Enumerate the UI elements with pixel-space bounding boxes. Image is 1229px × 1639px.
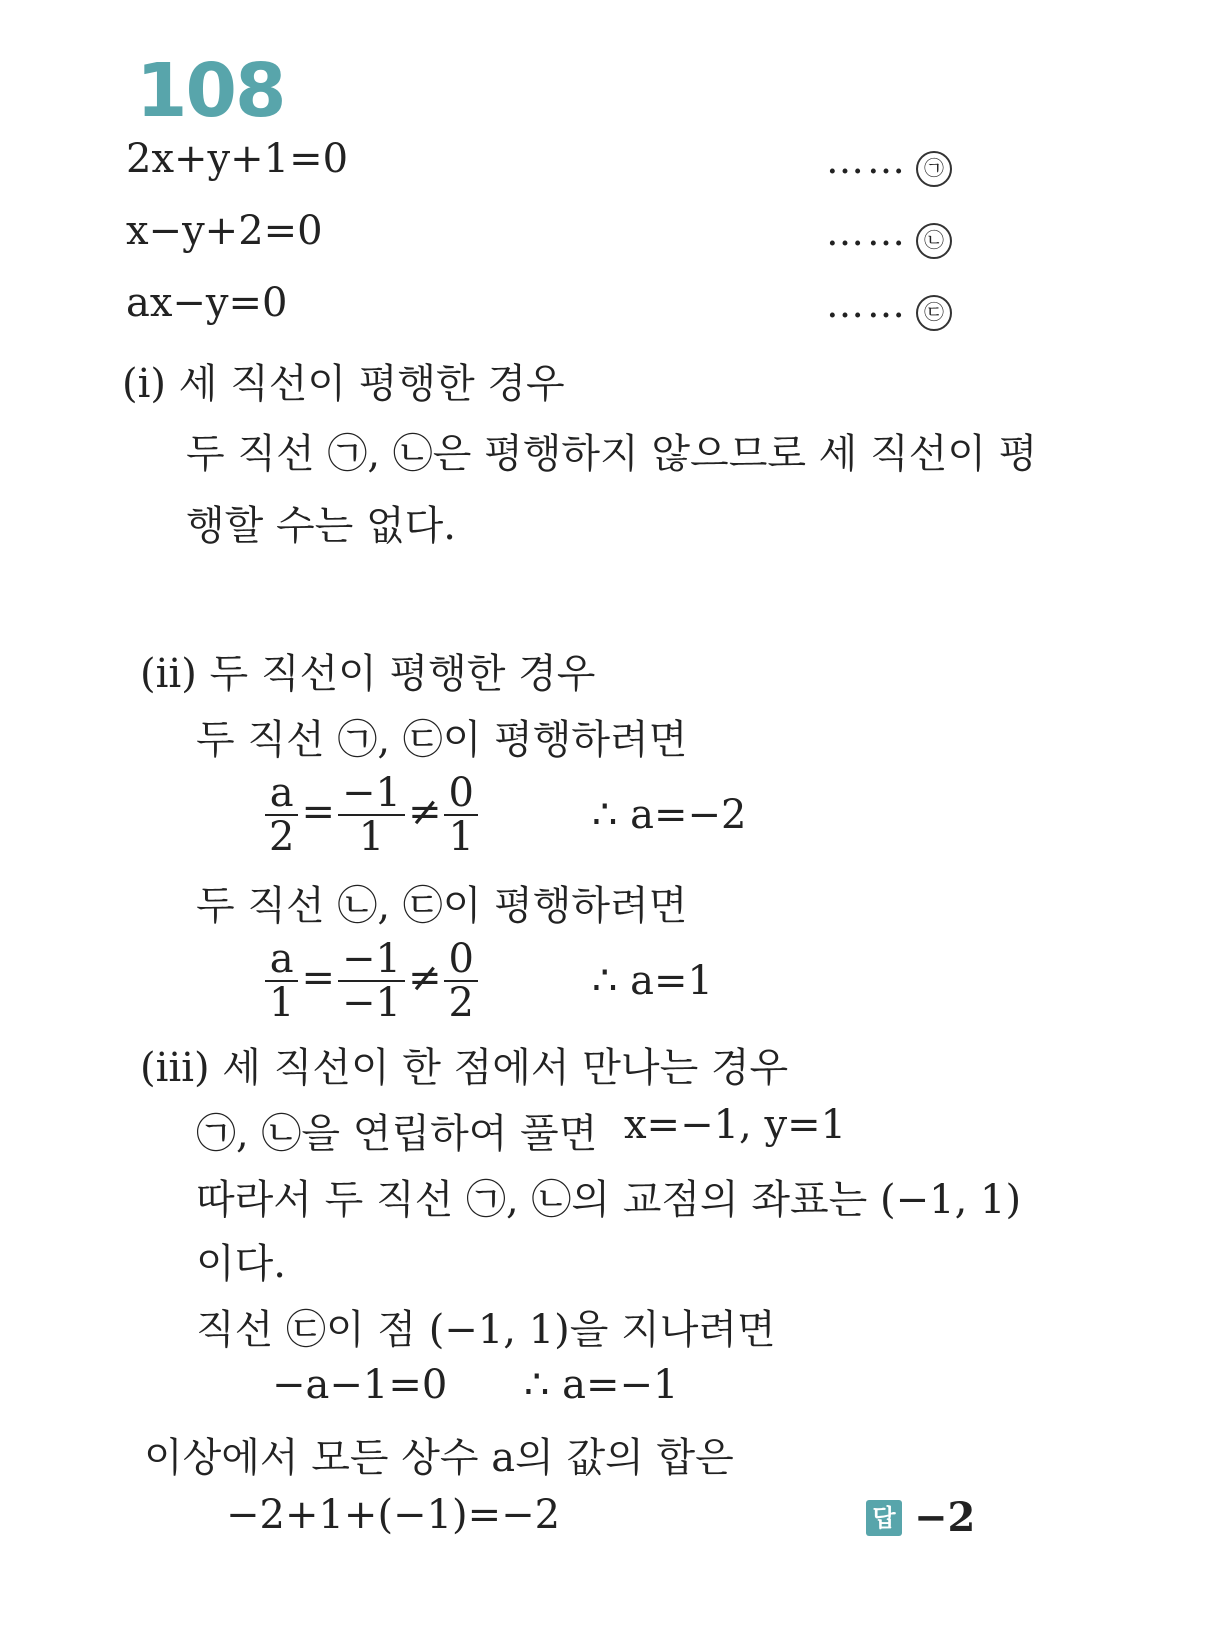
case2-fraction-row-2: $\frac{a}{1}$ = $\frac{-1}{-1}$ ≠ $\frac{0}{2}$ (262, 938, 481, 1024)
fraction: $\frac{-1}{-1}$ (338, 938, 405, 1024)
circled-mark: ㉠ (916, 151, 952, 187)
case2-heading: (ⅱ) 두 직선이 평행한 경우 (140, 651, 596, 697)
conclusion-line: 이상에서 모든 상수 a의 값의 합은 (144, 1435, 734, 1481)
answer (866, 1494, 975, 1541)
circled-mark: ㉡ (916, 223, 952, 259)
equation-3-label: …… ㉢ (826, 282, 952, 331)
case2-result-1: ∴ a=−2 (592, 792, 747, 838)
case3-line1: 따라서 두 직선 ㉠, ㉡의 교점의 좌표는 (−1, 1) (196, 1177, 1022, 1223)
case3-line3: 직선 ㉢이 점 (−1, 1)을 지나려면 (196, 1307, 776, 1353)
fraction: $\frac{a}{1}$ (265, 938, 298, 1024)
case2-sub1: 두 직선 ㉠, ㉢이 평행하려면 (196, 717, 688, 763)
case1-heading: (ⅰ) 세 직선이 평행한 경우 (122, 361, 565, 407)
circled-mark: ㉢ (916, 295, 952, 331)
equation-2-label: …… ㉡ (826, 210, 952, 259)
fraction: $\frac{a}{2}$ (265, 772, 298, 858)
case2-fraction-row-1: $\frac{a}{2}$ = $\frac{-1}{1}$ ≠ $\frac{0}{1}$ (262, 772, 481, 858)
conclusion-sum: −2+1+(−1)=−2 (226, 1492, 561, 1538)
case2-sub2: 두 직선 ㉡, ㉢이 평행하려면 (196, 883, 688, 929)
equation-3: ax−y=0 (126, 280, 288, 326)
equation-1-label: …… ㉠ (826, 138, 952, 187)
equation-2: x−y+2=0 (126, 208, 323, 254)
case3-solve-result: x=−1, y=1 (624, 1102, 847, 1148)
equation-1: 2x+y+1=0 (126, 136, 349, 182)
fraction: $\frac{0}{2}$ (444, 938, 477, 1024)
problem-number: 108 (136, 48, 285, 134)
case3-solve-text: ㉠, ㉡을 연립하여 풀면 (196, 1111, 598, 1157)
case3-equation: −a−1=0 (272, 1362, 448, 1408)
fraction: $\frac{-1}{1}$ (338, 772, 405, 858)
case3-line2: 이다. (196, 1241, 286, 1287)
case3-equation-result: ∴ a=−1 (524, 1362, 679, 1408)
case2-result-2: ∴ a=1 (592, 958, 713, 1004)
answer-value: −2 (914, 1494, 976, 1541)
answer-badge: 답 (866, 1500, 902, 1536)
case3-heading: (ⅲ) 세 직선이 한 점에서 만나는 경우 (140, 1045, 789, 1091)
case1-line2: 행할 수는 없다. (186, 503, 456, 549)
case1-line1: 두 직선 ㉠, ㉡은 평행하지 않으므로 세 직선이 평 (186, 431, 1038, 477)
fraction: $\frac{0}{1}$ (444, 772, 477, 858)
